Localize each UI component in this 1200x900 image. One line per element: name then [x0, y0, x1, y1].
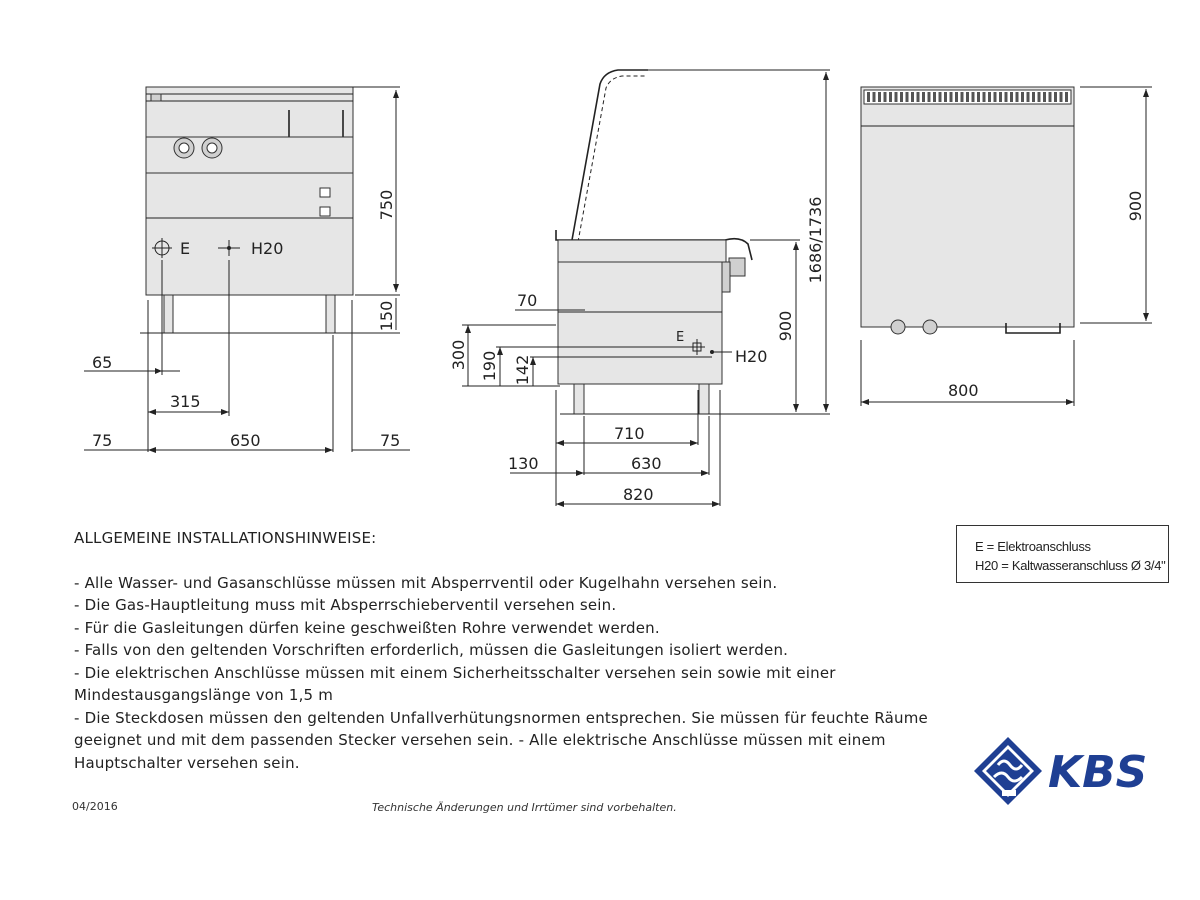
dim-front-150: 150 [377, 300, 396, 332]
grill-slot [1032, 92, 1035, 102]
grill-slot [950, 92, 953, 102]
side-leg-left [574, 384, 584, 414]
side-body [558, 262, 722, 384]
dim-front-315: 315 [170, 392, 201, 411]
dim-side-300: 300 [449, 339, 468, 371]
grill-slot [889, 92, 892, 102]
legend-line-h2o: H20 = Kaltwasseranschluss Ø 3/4" [975, 558, 1166, 573]
top-knob-left-icon [891, 320, 905, 334]
dim-front-750: 750 [377, 189, 396, 221]
grill-slot [906, 92, 909, 102]
grill-slot [933, 92, 936, 102]
dim-front-650: 650 [230, 431, 261, 450]
top-body [861, 87, 1074, 327]
grill-slot [878, 92, 881, 102]
grill-slot [966, 92, 969, 102]
grill-slot [867, 92, 870, 102]
notes-line: Hauptschalter versehen sein. [74, 753, 300, 772]
dim-side-70: 70 [517, 291, 538, 310]
notes-line: - Die elektrischen Anschlüsse müssen mit einem Sicherheitsschalter versehen sein sowie mit einer [74, 663, 836, 682]
side-leg-right [699, 384, 709, 414]
grill-slot [911, 92, 914, 102]
grill-slot [895, 92, 898, 102]
grill-slot [994, 92, 997, 102]
notes-line: - Die Gas-Hauptleitung muss mit Absperrschieberventil versehen sein. [74, 596, 617, 614]
grill-slot [1060, 92, 1063, 102]
grill-slot [955, 92, 958, 102]
dim-top-900: 900 [1126, 190, 1145, 222]
grill-slot [999, 92, 1002, 102]
dim-side-130: 130 [508, 454, 539, 473]
front-label-h2o: H20 [251, 239, 284, 258]
grill-slot [977, 92, 980, 102]
connection-legend [956, 525, 1169, 583]
grill-slot [922, 92, 925, 102]
grill-slot [1065, 92, 1068, 102]
dim-top-800: 800 [948, 381, 979, 400]
dim-side-710: 710 [614, 424, 645, 443]
kbs-logo-text: KBS [1048, 747, 1148, 798]
grill-slot [917, 92, 920, 102]
dim-side-820: 820 [623, 485, 654, 504]
dim-side-1686-1736: 1686/1736 [806, 196, 825, 284]
front-view [84, 87, 410, 453]
grill-slot [1038, 92, 1041, 102]
top-knob-right-icon [923, 320, 937, 334]
side-handle [729, 258, 745, 276]
footer-date: 04/2016 [72, 800, 118, 813]
notes-line: Mindestausgangslänge von 1,5 m [74, 686, 334, 704]
grill-slot [900, 92, 903, 102]
grill-slot [972, 92, 975, 102]
grill-slot [939, 92, 942, 102]
front-leg-left [164, 295, 173, 333]
notes-title: ALLGEMEINE INSTALLATIONSHINWEISE: [74, 529, 377, 547]
notes-line: geeignet und mit dem passenden Stecker versehen sein. - Alle elektrische Anschlüsse müssen mit einem [74, 731, 886, 749]
kbs-logo-mark-icon [974, 737, 1042, 805]
front-leg-right [326, 295, 335, 333]
top-view [861, 87, 1152, 406]
dim-side-900: 900 [776, 310, 795, 342]
notes-line: - Für die Gasleitungen dürfen keine geschweißten Rohre verwendet werden. [74, 618, 660, 637]
legend-line-e: E = Elektroanschluss [975, 539, 1091, 554]
installation-notes [74, 527, 944, 774]
dim-front-65: 65 [92, 353, 113, 372]
dim-side-190: 190 [480, 350, 499, 382]
kbs-logo [972, 735, 1176, 809]
side-view [449, 70, 830, 507]
grill-slot [1054, 92, 1057, 102]
top-grill [867, 92, 1068, 102]
notes-line: - Die Steckdosen müssen den geltenden Unfallverhütungsnormen entsprechen. Sie müssen für feuchte Räume [74, 708, 928, 727]
dim-side-142: 142 [513, 354, 532, 386]
grill-slot [884, 92, 887, 102]
grill-slot [944, 92, 947, 102]
footer-disclaimer: Technische Änderungen und Irrtümer sind vorbehalten. [372, 801, 677, 814]
grill-slot [1049, 92, 1052, 102]
grill-slot [873, 92, 876, 102]
side-label-e: E [676, 330, 685, 345]
grill-slot [1027, 92, 1030, 102]
grill-slot [1005, 92, 1008, 102]
dim-front-75-left: 75 [92, 431, 113, 450]
grill-slot [928, 92, 931, 102]
grill-slot [1043, 92, 1046, 102]
dim-front-75-right: 75 [380, 431, 401, 450]
dim-side-630: 630 [631, 454, 662, 473]
notes-line: - Falls von den geltenden Vorschriften erforderlich, müssen die Gasleitungen isoliert werden. [74, 641, 789, 659]
grill-slot [983, 92, 986, 102]
grill-slot [1016, 92, 1019, 102]
grill-slot [1010, 92, 1013, 102]
front-label-e: E [180, 239, 191, 258]
grill-slot [988, 92, 991, 102]
notes-line: - Alle Wasser- und Gasanschlüsse müssen mit Absperrventil oder Kugelhahn versehen sein. [74, 573, 778, 592]
grill-slot [1021, 92, 1024, 102]
side-label-h2o: H20 [735, 347, 768, 366]
grill-slot [961, 92, 964, 102]
